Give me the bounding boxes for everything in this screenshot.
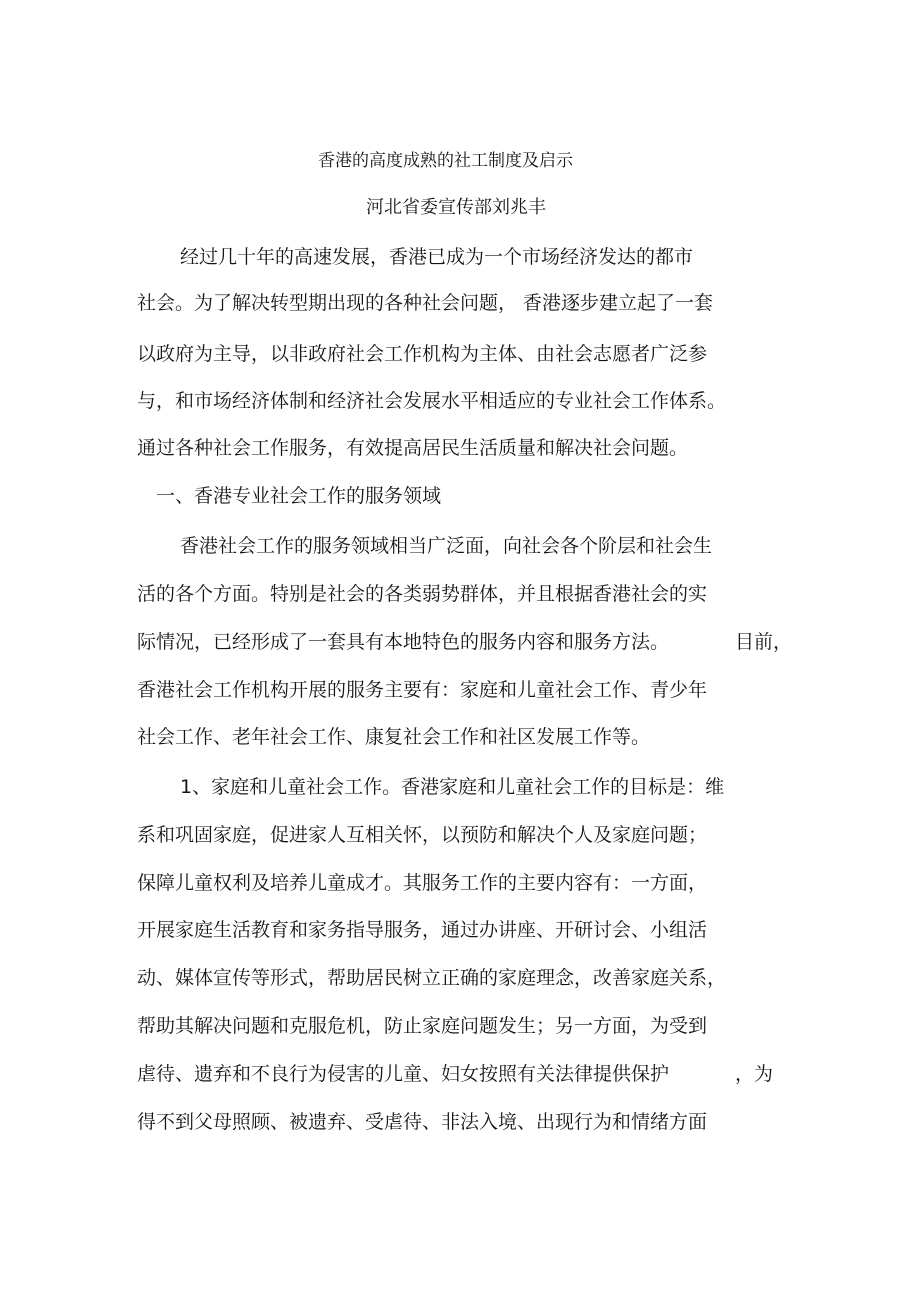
- section-heading: 一、香港专业社会工作的服务领域: [156, 485, 442, 507]
- document-title: 香港的高度成熟的社工制度及启示: [318, 151, 573, 171]
- paragraph-line: 动、媒体宣传等形式，帮助居民树立正确的家庭理念，改善家庭关系，: [137, 967, 727, 989]
- paragraph-line: 经过几十年的高速发展，香港已成为一个市场经济发达的都市: [180, 246, 694, 268]
- paragraph-line: 系和巩固家庭，促进家人互相关怀，以预防和解决个人及家庭问题；: [137, 824, 708, 846]
- paragraph-line: 虐待、遗弃和不良行为侵害的儿童、妇女按照有关法律提供保护: [137, 1063, 670, 1085]
- paragraph-line-fragment: 目前，: [735, 631, 793, 653]
- paragraph-line: 社会工作、老年社会工作、康复社会工作和社区发展工作等。: [137, 726, 651, 748]
- paragraph-line: 与，和市场经济体制和经济社会发展水平相适应的专业社会工作体系。: [137, 390, 727, 412]
- paragraph-line: 帮助其解决问题和克服危机，防止家庭问题发生；另一方面，为受到: [137, 1015, 708, 1037]
- paragraph-line: 通过各种社会工作服务，有效提高居民生活质量和解决社会问题。: [137, 437, 689, 459]
- paragraph-line: 保障儿童权利及培养儿童成才。其服务工作的主要内容有：一方面，: [137, 872, 708, 894]
- paragraph-line: 际情况，已经形成了一套具有本地特色的服务内容和服务方法。: [137, 631, 670, 653]
- paragraph-line: 社会。为了解决转型期出现的各种社会问题， 香港逐步建立起了一套: [137, 292, 714, 314]
- paragraph-line: 香港社会工作的服务领域相当广泛面，向社会各个阶层和社会生: [180, 535, 713, 557]
- paragraph-line: 活的各个方面。特别是社会的各类弱势群体，并且根据香港社会的实: [137, 583, 708, 605]
- paragraph-line: 得不到父母照顾、被遗弃、受虐待、非法入境、出现行为和情绪方面: [137, 1111, 708, 1133]
- document-author: 河北省委宣传部刘兆丰: [366, 197, 546, 218]
- paragraph-line-fragment: ，为: [735, 1063, 774, 1085]
- paragraph-line: 香港社会工作机构开展的服务主要有：家庭和儿童社会工作、青少年: [137, 679, 708, 701]
- paragraph-line: 1、家庭和儿童社会工作。香港家庭和儿童社会工作的目标是：维: [180, 776, 725, 798]
- paragraph-line: 开展家庭生活教育和家务指导服务，通过办讲座、开研讨会、小组活: [137, 919, 708, 941]
- paragraph-line: 以政府为主导，以非政府社会工作机构为主体、由社会志愿者广泛参: [137, 343, 708, 365]
